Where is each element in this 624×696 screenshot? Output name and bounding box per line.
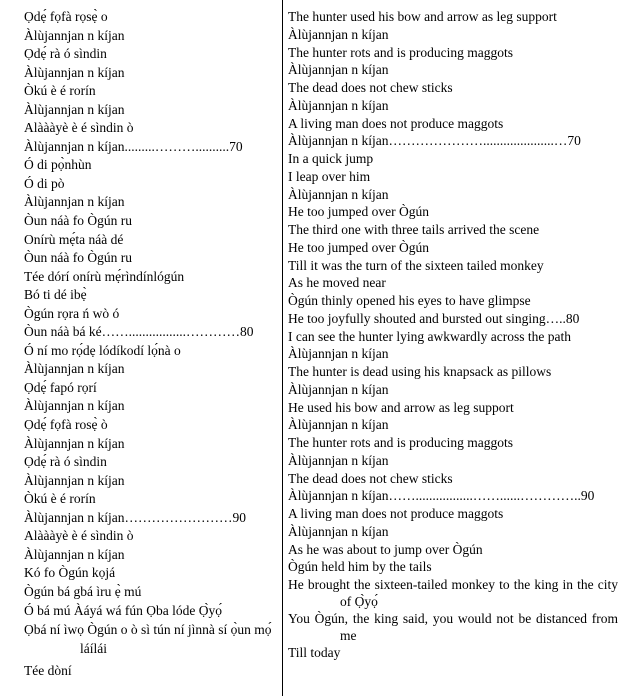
translation-line: The dead does not chew sticks <box>288 80 453 95</box>
translation-line: He too joyfully shouted and bursted out singing…..80 <box>288 310 580 326</box>
translation-line: A living man does not produce maggots <box>288 506 504 521</box>
poem-line: Òkú è é rorín <box>24 83 96 99</box>
poem-line: Àlùjannjan n kíjan <box>24 194 125 210</box>
poem-line: Àlùjannjan n kíjan <box>24 398 125 414</box>
poem-line: Onírù mẹ́ta náà dé <box>24 231 124 247</box>
poem-line-text: Ọbá ní ìwọ Ògún o ò sì tún ní jìnnà sí ọ̀un mọ́ láílái <box>24 622 272 657</box>
column-divider <box>282 0 283 696</box>
translation-line: Till today <box>288 645 341 660</box>
poem-line: Ó di pò <box>24 175 65 191</box>
poem-line: Kó fo Ògún kọjá <box>24 565 116 581</box>
poem-line: Àlùjannjan n kíjan……………………90 <box>24 509 246 525</box>
translation-line: Àlùjannjan n kíjan <box>288 26 389 42</box>
poem-line: Alàààyè è é sìndin ò <box>24 528 134 544</box>
translation-line: Àlùjannjan n kíjan <box>288 523 389 539</box>
translation-line: Àlùjannjan n kíjan <box>288 417 389 433</box>
translation-line: Àlùjannjan n kíjan <box>288 186 389 202</box>
translation-line: Àlùjannjan n kíjan………………….....................…70 <box>288 133 581 149</box>
poem-line: Ògún bá gbá ìru ẹ̀ mú <box>24 583 142 599</box>
poem-line: Òun náà fo Ògún ru <box>24 213 132 229</box>
translation-line: In a quick jump <box>288 151 374 166</box>
translation-line: He used his bow and arrow as leg support <box>288 399 514 415</box>
yoruba-text-column <box>24 8 276 681</box>
translation-line: He too jumped over Ògún <box>288 239 429 255</box>
translation-line: The hunter is dead using his knapsack as pillows <box>288 364 552 379</box>
translation-line: The hunter rots and is producing maggots <box>288 435 513 450</box>
english-translation-column <box>288 8 618 662</box>
poem-line: Àlùjannjan n kíjan <box>24 435 125 451</box>
translation-line <box>288 576 618 610</box>
poem-line: Ògún rọra ń wò ó <box>24 305 120 321</box>
translation-line-text: He brought the sixteen-tailed monkey to the king in the city of Ọ̀yọ́ <box>288 577 618 609</box>
poem-line: Ó bá mú Àáyá wá fún Ọba lóde Ọ̀yọ́ <box>24 602 222 618</box>
poem-line: Ọdẹ́ fọfà rọsẹ̀ o <box>24 9 108 24</box>
poem-line: Òkú è é rorín <box>24 491 96 507</box>
poem-line <box>24 620 276 662</box>
translation-line: Àlùjannjan n kíjan <box>288 452 389 468</box>
poem-line: Ọdẹ́ rà ó sìndin <box>24 46 107 62</box>
translation-line: As he was about to jump over Ògún <box>288 541 483 557</box>
translation-line-text: You Ògún, the king said, you would not be distanced from me <box>288 611 618 643</box>
poem-line: Tée dòní <box>24 663 72 679</box>
poem-line: Àlùjannjan n kíjan <box>24 101 125 117</box>
translation-line: Ògún thinly opened his eyes to have glimpse <box>288 293 531 308</box>
translation-line: The hunter used his bow and arrow as leg support <box>288 9 557 24</box>
translation-line: Àlùjannjan n kíjan <box>288 97 389 113</box>
poem-line: Àlùjannjan n kíjan.........………..........70 <box>24 138 243 154</box>
translation-line: The hunter rots and is producing maggots <box>288 44 513 60</box>
translation-line: He too jumped over Ògún <box>288 204 429 220</box>
poem-line: Ọdẹ́ fapó rọrí <box>24 379 97 395</box>
poem-line: Òun náà fo Ògún ru <box>24 250 132 266</box>
translation-line: Àlùjannjan n kíjan <box>288 62 389 78</box>
poem-line: Àlùjannjan n kíjan <box>24 472 125 488</box>
poem-line: Ó di pọ̀nhùn <box>24 157 92 173</box>
translation-line: I can see the hunter lying awkwardly across the path <box>288 328 572 344</box>
poem-line: Tée dórí onírù mẹ́rìndínlógún <box>24 268 185 284</box>
translation-line: Àlùjannjan n kíjan <box>288 346 389 362</box>
translation-line: Till it was the turn of the sixteen tailed monkey <box>288 257 544 273</box>
poem-line: Ọdẹ́ fọfà rosẹ̀ ò <box>24 417 108 433</box>
translation-line: Àlùjannjan n kíjan <box>288 381 389 397</box>
poem-line: Àlùjannjan n kíjan <box>24 27 125 43</box>
translation-line: A living man does not produce maggots <box>288 115 504 131</box>
poem-line: Àlùjannjan n kíjan <box>24 546 125 562</box>
poem-line: Àlùjannjan n kíjan <box>24 64 125 80</box>
translation-line: The dead does not chew sticks <box>288 470 453 486</box>
poem-line: Bó ti dé ibẹ̀ <box>24 287 87 303</box>
poem-line: Àlùjannjan n kíjan <box>24 361 125 377</box>
translation-line: The third one with three tails arrived the scene <box>288 222 540 237</box>
poem-line: Ó ní mo rọ́dẹ lódíkodí lọ́nà o <box>24 342 181 358</box>
translation-line: I leap over him <box>288 168 371 184</box>
translation-line: As he moved near <box>288 275 386 291</box>
translation-line: Àlùjannjan n kíjan…….................……......…………..90 <box>288 488 595 504</box>
poem-line: Ọdẹ́ rà ó sìndin <box>24 454 107 470</box>
poem-line: Alàààyè è é sìndin ò <box>24 120 134 136</box>
translation-line <box>288 610 618 644</box>
translation-line: Ògún held him by the tails <box>288 559 432 575</box>
poem-line: Òun náà bá ké…….................…………80 <box>24 324 254 340</box>
